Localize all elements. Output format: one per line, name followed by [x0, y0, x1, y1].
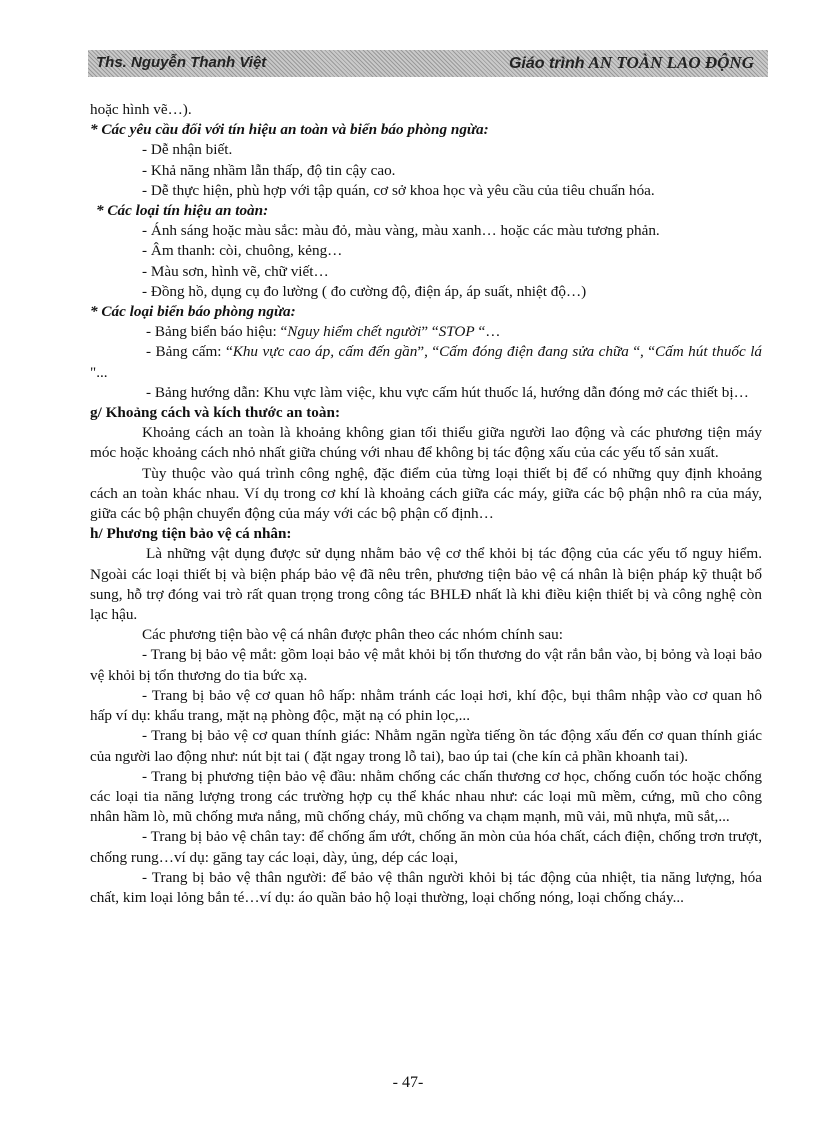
heading-safe-distance: g/ Khoảng cách và kích thước an toàn:	[90, 404, 341, 422]
signal-item: - Đồng hồ, dụng cụ đo lường ( đo cường độ, điện áp, áp suất, nhiệt độ…)	[142, 282, 587, 300]
signal-item: - Ánh sáng hoặc màu sắc: màu đỏ, màu vàng, màu xanh… hoặc các màu tương phản.	[142, 222, 660, 240]
page-number: - 47-	[392, 1074, 424, 1091]
signal-item: - Màu sơn, hình vẽ, chữ viết…	[142, 262, 329, 280]
ppe-item: - Trang bị bảo vệ thân người: để bảo vệ thân người khỏi bị tác động của nhiệt, tia năng lượng, hóa chất, kim loại lỏng bắn té…ví dụ: áo quần bảo hộ loại thường, loại chống nóng, loại chống cháy...	[90, 868, 762, 906]
ppe-item: - Trang bị phương tiện bảo vệ đầu: nhằm chống các chấn thương cơ học, chống cuốn tóc hoặc chống các loại tia năng lượng trong các trường hợp cụ thể khác nhau như: các loại mũ mềm, cứng, mũ cho công nhân hầm lò, mũ chống mưa nắng, mũ chống cháy, mũ chống va chạm mạnh, mũ vải, mũ nhựa, mũ sắt,...	[90, 767, 762, 826]
heading-safety-signals: * Các loại tín hiệu an toàn:	[96, 202, 269, 220]
page-header	[88, 50, 768, 77]
heading-personal-protection: h/ Phương tiện bảo vệ cá nhân:	[90, 525, 292, 543]
page-body	[90, 100, 762, 908]
sign-quote: Cấm đóng điện đang sửa chữa	[439, 343, 629, 361]
requirement-item: - Dễ nhận biết.	[142, 141, 233, 159]
header-title-prefix: Giáo trình	[508, 55, 585, 72]
sign-text: ”, “	[417, 343, 440, 361]
sign-text: "...	[90, 363, 108, 381]
header-title-subject: AN TOÀN LAO ĐỘNG	[588, 53, 754, 72]
ppe-item: - Trang bị bảo vệ chân tay: để chống ẩm ướt, chống ăn mòn của hóa chất, cách điện, chống trơn trượt, chống rung…ví dụ: găng tay các loại, dày, ủng, dép các loại,	[90, 828, 762, 866]
sign-item-guidance: - Bảng hướng dẫn: Khu vực làm việc, khu vực cấm hút thuốc lá, hướng dẫn đóng mở các thiết bị…	[146, 383, 749, 401]
heading-requirements: * Các yêu cầu đối với tín hiệu an toàn và biển báo phòng ngừa:	[90, 121, 489, 139]
paragraph: Là những vật dụng được sử dụng nhằm bảo vệ cơ thể khỏi bị tác động của các yếu tố nguy hiểm. Ngoài các loại thiết bị và biện pháp bảo vệ đã nêu trên, phương tiện bảo vệ cá nhân là biện pháp kỹ thuật bổ sung, hỗ trợ đóng vai trò rất quan trọng trong công tác BHLĐ nhất là khi điều kiện thiết bị và công nghệ còn lạc hậu.	[90, 545, 762, 624]
paragraph: Tùy thuộc vào quá trình công nghệ, đặc điểm của từng loại thiết bị để có những quy định khoảng cách an toàn khác nhau. Ví dụ trong cơ khí là khoảng cách giữa các máy, giữa các bộ phận nhô ra của máy, giữa các bộ phận chuyển động của máy với các bộ phận cố định…	[90, 464, 762, 523]
paragraph: Các phương tiện bào vệ cá nhân được phân theo các nhóm chính sau:	[142, 626, 563, 644]
header-author: Ths. Nguyễn Thanh Việt	[96, 54, 267, 71]
sign-quote: Nguy hiểm chết người	[287, 323, 422, 341]
sign-item-warning	[90, 322, 762, 342]
sign-text: - Bảng cấm: “	[146, 343, 233, 361]
signal-item: - Âm thanh: còi, chuông, kẻng…	[142, 242, 343, 260]
requirement-item: - Khả năng nhầm lẫn thấp, độ tin cậy cao.	[142, 161, 396, 179]
sign-quote: STOP	[438, 323, 475, 341]
sign-quote: Cấm hút thuốc lá	[655, 343, 763, 361]
paragraph: Khoảng cách an toàn là khoảng không gian tối thiểu giữa người lao động và các phương tiện máy móc hoặc khoảng cách nhỏ nhất giữa chúng với nhau để không bị tác động xấu của các yếu tố sản xuất.	[90, 424, 762, 462]
requirement-item: - Dễ thực hiện, phù hợp với tập quán, cơ sở khoa học và yêu cầu của tiêu chuẩn hóa.	[142, 181, 655, 199]
ppe-item: - Trang bị bảo vệ cơ quan thính giác: Nhằm ngăn ngừa tiếng ồn tác động xấu đến cơ quan thính giác của người lao động như: nút bịt tai ( đặt ngay trong lỗ tai), bao úp tai (che kín cả phần khoanh tai).	[90, 727, 762, 765]
paragraph-continuation: hoặc hình vẽ…).	[90, 101, 192, 118]
sign-quote: Khu vực cao áp, cấm đến gần	[232, 343, 418, 361]
sign-text: - Bảng biển báo hiệu: “	[146, 323, 288, 341]
sign-item-prohibition	[90, 342, 762, 382]
heading-warning-signs: * Các loại biển báo phòng ngừa:	[90, 303, 296, 321]
header-title	[509, 53, 754, 73]
sign-text: ” “	[421, 323, 439, 341]
sign-text: “, “	[628, 343, 656, 361]
ppe-item: - Trang bị bảo vệ mắt: gồm loại bảo vệ mắt khỏi bị tổn thương do vật rắn bắn vào, bị bỏng và loại bảo vệ khỏi bị tổn thương do tia bức xạ.	[90, 646, 762, 684]
sign-text: “…	[474, 323, 501, 341]
ppe-item: - Trang bị bảo vệ cơ quan hô hấp: nhằm tránh các loại hơi, khí độc, bụi thâm nhập vào cơ quan hô hấp ví dụ: khẩu trang, mặt nạ phòng độc, mặt nạ có phin lọc,...	[90, 686, 762, 725]
